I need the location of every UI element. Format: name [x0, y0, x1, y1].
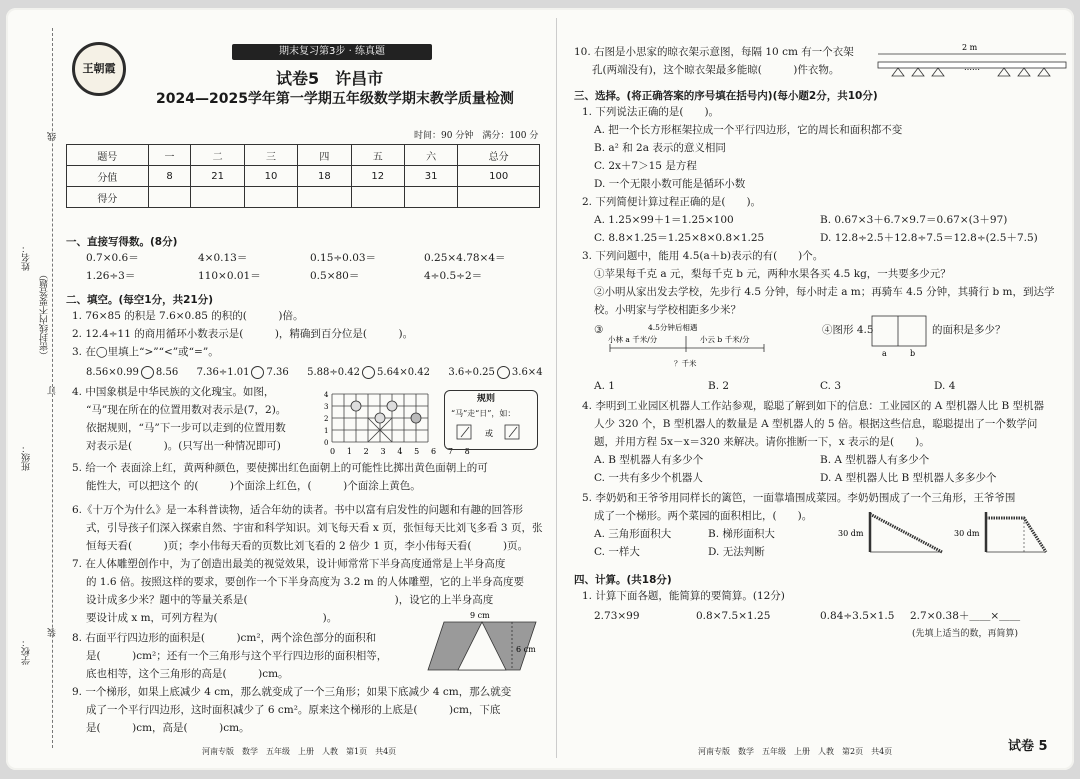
- choice-4-c: C. 一共有多少个机器人: [594, 472, 703, 484]
- choice-3-opt-c: C. 3: [820, 380, 842, 392]
- fill-question-8-line2: 是( )cm²；还有一个三角形与这个平行四边形的面积相等，: [86, 650, 388, 662]
- choice-5-a: A. 三角形面积大: [594, 528, 672, 540]
- fill-question-4-line2: “马”现在所在的位置用数对表示是(7，2)。: [86, 404, 287, 416]
- side-seal-note: （密封线内不要答题）: [40, 270, 50, 360]
- fill-question-8-line3: 底也相等，这个三角形的高是( )cm。: [86, 668, 289, 680]
- fill-question-7-line2: 的 1.6 倍。按照这样的要求，要创作一个下半身高度为 3.2 m 的人体雕塑，它的上半身高度要: [86, 576, 525, 588]
- fill-question-6-line1: 6.《十万个为什么》是一本科普读物，适合年幼的读者。书中以富有启发性的问题和有趣的回答形: [72, 504, 524, 516]
- score-cell: 得分: [67, 187, 149, 208]
- fill-question-1: 1. 76×85 的积是 7.6×0.85 的积的( )倍。: [72, 310, 304, 322]
- choice-3: 3. 下列问题中，能用 4.5(a＋b)表示的有( )个。: [582, 250, 824, 262]
- choice-1: 1. 下列说法正确的是( )。: [582, 106, 720, 118]
- side-mark-line: 线: [48, 132, 58, 141]
- fill-question-4-line1: 4. 中国象棋是中华民族的文化瑰宝。如图，: [72, 386, 275, 398]
- choice-5-c: C. 一样大: [594, 546, 640, 558]
- score-input-cell[interactable]: [298, 187, 351, 208]
- choice-1-d: D. 一个无限小数可能是循环小数: [594, 178, 746, 190]
- exam-paper: [6, 8, 1074, 770]
- choice-4-a: A. B 型机器人有多少个: [594, 454, 704, 466]
- chess-y-tick: 4: [324, 391, 329, 399]
- choice-4-d: D. A 型机器人比 B 型机器人多多少个: [820, 472, 997, 484]
- calc-item: 0.25×4.78×4＝: [424, 252, 506, 264]
- fig10-label: 2 m: [962, 43, 978, 52]
- c5-dim-tri: 30 dm: [838, 529, 864, 538]
- calc-item: 0.84÷3.5×1.5: [820, 610, 895, 622]
- score-input-cell[interactable]: [404, 187, 457, 208]
- score-cell: 题号: [67, 145, 149, 166]
- compare-right: 5.64×0.42: [377, 367, 430, 378]
- side-class-label: 班级：: [22, 444, 32, 471]
- c3-fig-left: 小林 a 千米/分: [608, 335, 658, 344]
- c3-fig-top: 4.5分钟后相遇: [648, 323, 698, 332]
- chess-y-tick: 1: [324, 427, 329, 435]
- fill-question-7-line4: 要设计成 x m，可列方程为( )。: [86, 612, 338, 624]
- choice-2-a: A. 1.25×99＋1＝1.25×100: [594, 214, 734, 226]
- trapezoid-garden-figure: [954, 508, 1054, 556]
- score-cell: 四: [298, 145, 351, 166]
- fill-question-4-line4: 对表示是( )。(只写出一种情况即可): [86, 440, 281, 452]
- score-cell: 一: [148, 145, 191, 166]
- fill-question-2: 2. 12.4÷11 的商用循环小数表示是( )，精确到百分位是( )。: [72, 328, 414, 340]
- calc-item: 0.8×7.5×1.25: [696, 610, 771, 622]
- calc-item: 4×0.13＝: [198, 252, 248, 264]
- choice-4-line3: 题，并用方程 5x－x＝320 来解决。请你推断一下，x 表示的是( )。: [594, 436, 930, 448]
- c5-dim-trap: 30 dm: [954, 529, 980, 538]
- choice-4-b: B. A 型机器人有多少个: [820, 454, 930, 466]
- score-cell: 100: [458, 166, 540, 187]
- fill-question-10-line2: 孔(两端没有)，这个晾衣架最多能晾( )件衣物。: [592, 64, 840, 76]
- choice-4-line1: 4. 李明到工业园区机器人工作站参观，聪聪了解到如下的信息：工业园区的 A 型机器人比 B 型机器: [582, 400, 1045, 412]
- score-cell: 五: [351, 145, 404, 166]
- choice-3-item3-label: ③: [594, 324, 604, 336]
- calc-question-1: 1. 计算下面各题，能简算的要简算。(12分): [582, 590, 785, 602]
- binding-line: [52, 28, 54, 748]
- score-input-cell[interactable]: [458, 187, 540, 208]
- side-mark-pack: 装: [48, 628, 58, 637]
- c3-fig-a: a: [882, 349, 887, 358]
- chess-y-tick: 2: [324, 415, 329, 423]
- choice-3-item2: ②小明从家出发去学校，先步行 4.5 分钟，每小时走 a m；再骑车 4.5 分钟，其骑行 b m，到达学: [594, 286, 1055, 298]
- choice-1-a: A. 把一个长方形框架拉成一个平行四边形，它的周长和面积都不变: [594, 124, 903, 136]
- choice-2-b: B. 0.67×3＋6.7×9.7＝0.67×(3＋97): [820, 214, 1008, 226]
- rule-diagram: [455, 421, 527, 445]
- fill-question-4-line3: 依据规则，“马”下一步可以走到的位置用数: [86, 422, 286, 434]
- compare-row: [86, 366, 543, 379]
- page-footer-right: 河南专版 数学 五年级 上册 人教 第2页 共4页: [698, 747, 893, 756]
- choice-3-item1: ①苹果每千克 a 元，梨每千克 b 元，两种水果各买 4.5 kg，一共要多少元？: [594, 268, 951, 280]
- right-page: [558, 8, 1074, 770]
- svg-text:……: ……: [964, 63, 980, 72]
- section-2-heading: 二、填空。(每空1分，共21分): [66, 294, 214, 306]
- calc-item: 110×0.01＝: [198, 270, 261, 282]
- compare-right: 8.56: [155, 367, 179, 378]
- fill-question-3: 3. 在◯里填上“>”“<”或“=”。: [72, 346, 219, 358]
- choice-5-line1: 5. 李奶奶和王爷爷用同样长的篱笆，一面靠墙围成菜园。李奶奶围成了一个三角形，王爷爷围: [582, 492, 1016, 504]
- rule-text: “马”走“日”，如：: [451, 409, 516, 418]
- left-page: [6, 8, 556, 770]
- choice-3-item4-text: 的面积是多少？: [932, 324, 1006, 336]
- review-banner: 期末复习第3步 · 练真题: [232, 44, 432, 60]
- score-table: [66, 144, 540, 208]
- calc-item: 0.15÷0.03＝: [310, 252, 377, 264]
- score-input-cell[interactable]: [191, 187, 244, 208]
- fill-question-9-line2: 成了一个平行四边形，这时面积减少了 6 cm²。原来这个梯形的上底是( )cm，下底: [86, 704, 501, 716]
- score-cell: 18: [298, 166, 351, 187]
- choice-3-opt-a: A. 1: [594, 380, 615, 392]
- chess-y-tick: 3: [324, 403, 329, 411]
- choice-4-line2: 人少 320 个，B 型机器人的数量是 A 型机器人的 5 倍。根据这些信息，聪聪提出了一个数学问: [594, 418, 1038, 430]
- choice-1-c: C. 2x＋7＞15 是方程: [594, 160, 697, 172]
- score-cell: 10: [244, 166, 297, 187]
- choice-3-item4-label: ④图形 4.5: [822, 324, 874, 336]
- score-input-cell[interactable]: [351, 187, 404, 208]
- paper-subtitle: 2024—2025学年第一学期五年级数学期末教学质量检测: [156, 91, 514, 107]
- choice-5-d: D. 无法判断: [708, 546, 765, 558]
- c3-fig-right: 小云 b 千米/分: [700, 335, 750, 344]
- paper-badge: 试卷 5: [1008, 739, 1048, 754]
- choice-5-b: B. 梯形面积大: [708, 528, 775, 540]
- page-divider: [556, 18, 557, 758]
- score-cell: 31: [404, 166, 457, 187]
- page-footer-left: 河南专版 数学 五年级 上册 人教 第1页 共4页: [202, 747, 397, 756]
- fill-question-5-line2: 能性大，可以把这个 的( )个面涂上红色，( )个面涂上黄色。: [86, 480, 421, 492]
- c3-fig-b: b: [910, 349, 916, 358]
- svg-text:或: 或: [485, 429, 493, 438]
- choice-1-b: B. a² 和 2a 表示的意义相同: [594, 142, 726, 154]
- score-cell: 分值: [67, 166, 149, 187]
- calc-item: 2.7×0.38＋＿＿×＿＿: [910, 610, 1021, 622]
- compare-circle[interactable]: [251, 366, 264, 379]
- paper-title: 试卷5 许昌市: [276, 69, 384, 88]
- score-cell: 总分: [458, 145, 540, 166]
- side-name-label: 姓名：: [22, 244, 32, 271]
- score-cell: 二: [191, 145, 244, 166]
- choice-3-opt-b: B. 2: [708, 380, 730, 392]
- rule-title: 规则: [477, 394, 496, 404]
- side-mark-bind: 订: [48, 386, 58, 395]
- fill-question-9-line3: 是( )cm，高是( )cm。: [86, 722, 250, 734]
- section-3-heading: 三、选择。(将正确答案的序号填在括号内)(每小题2分，共10分): [574, 90, 878, 102]
- area-rect-figure: [870, 314, 930, 358]
- meeting-line-figure: [608, 322, 768, 372]
- fig8-top-label: 9 cm: [470, 611, 490, 620]
- score-cell: 21: [191, 166, 244, 187]
- calc-item: 1.26÷3＝: [86, 270, 136, 282]
- score-input-cell[interactable]: [148, 187, 191, 208]
- fill-question-6-line2: 式，引导孩子们深入探索自然、宇宙和科学知识。刘飞每天看 x 页，张恒每天比刘飞多看 3 页，张: [86, 522, 543, 534]
- choice-3-item2-cont: 校。小明家与学校相距多少米？: [594, 304, 741, 316]
- triangle-garden-figure: [838, 508, 948, 556]
- compare-right: 3.6×4: [511, 367, 543, 378]
- parallelogram-figure: [436, 608, 546, 678]
- compare-circle[interactable]: [497, 366, 510, 379]
- calc-item: 0.7×0.6＝: [86, 252, 139, 264]
- side-school-label: 学校：: [22, 638, 32, 665]
- chess-y-tick: 0: [324, 439, 329, 447]
- calc-item: 0.5×80＝: [310, 270, 360, 282]
- rule-box: [444, 390, 538, 450]
- choice-3-opt-d: D. 4: [934, 380, 956, 392]
- time-score-info: 时间：90 分钟 满分：100 分: [414, 131, 539, 141]
- score-cell: 8: [148, 166, 191, 187]
- compare-left: 5.88÷0.42: [307, 367, 361, 378]
- choice-2-d: D. 12.8÷2.5＋12.8÷7.5＝12.8÷(2.5＋7.5): [820, 232, 1038, 244]
- fill-question-9-line1: 9. 一个梯形，如果上底减少 4 cm，那么就变成了一个三角形；如果下底减少 4 cm，那么就变: [72, 686, 512, 698]
- score-cell: 12: [351, 166, 404, 187]
- fig8-side-label: 6 cm: [516, 645, 536, 654]
- calc-item: 2.73×99: [594, 610, 640, 622]
- chess-grid-figure: [322, 386, 475, 458]
- fill-question-7-line3: 设计成多少米？题中的等量关系是( )，设它的上半身高度: [86, 594, 494, 606]
- compare-circle[interactable]: [362, 366, 375, 379]
- calc-note: (先填上适当的数，再简算): [912, 629, 1019, 639]
- fill-question-8-line1: 8. 右面平行四边形的面积是( )cm²，两个涂色部分的面积和: [72, 632, 377, 644]
- c3-fig-bottom: ？千米: [674, 359, 697, 368]
- section-4-heading: 四、计算。(共18分): [574, 574, 672, 586]
- choice-5-line2: 成了一个梯形。两个菜园的面积相比，( )。: [594, 510, 813, 522]
- fill-question-7-line1: 7. 在人体雕塑创作中，为了创造出最美的视觉效果，设计师常常下半身高度通常是上半身高度: [72, 558, 506, 570]
- choice-2-c: C. 8.8×1.25＝1.25×8×0.8×1.25: [594, 232, 765, 244]
- brand-logo: 王朝霞: [72, 42, 126, 96]
- score-cell: 三: [244, 145, 297, 166]
- compare-right: 7.36: [266, 367, 289, 378]
- fill-question-10-line1: 10. 右图是小思家的晾衣架示意图，每隔 10 cm 有一个衣架: [574, 46, 854, 58]
- choice-2: 2. 下列简便计算过程正确的是( )。: [582, 196, 762, 208]
- compare-circle[interactable]: [141, 366, 154, 379]
- score-input-cell[interactable]: [244, 187, 297, 208]
- clothes-rack-figure: [874, 42, 1070, 86]
- compare-left: 3.6÷0.25: [448, 367, 495, 378]
- compare-left: 7.36÷1.01: [196, 367, 250, 378]
- fill-question-5-line1: 5. 给一个 表面涂上红，黄两种颜色，要使掷出红色面朝上的可能性比掷出黄色面朝上的可: [72, 462, 488, 474]
- section-1-heading: 一、直接写得数。(8分): [66, 236, 178, 248]
- chess-x-axis-labels: 0 1 2 3 4 5 6 7 8: [330, 447, 475, 456]
- score-cell: 六: [404, 145, 457, 166]
- calc-item: 4÷0.5÷2＝: [424, 270, 483, 282]
- fill-question-6-line3: 恒每天看( )页；李小伟每天看的页数比刘飞看的 2 倍少 1 页，李小伟每天看( )页。: [86, 540, 529, 552]
- compare-left: 8.56×0.99: [86, 367, 139, 378]
